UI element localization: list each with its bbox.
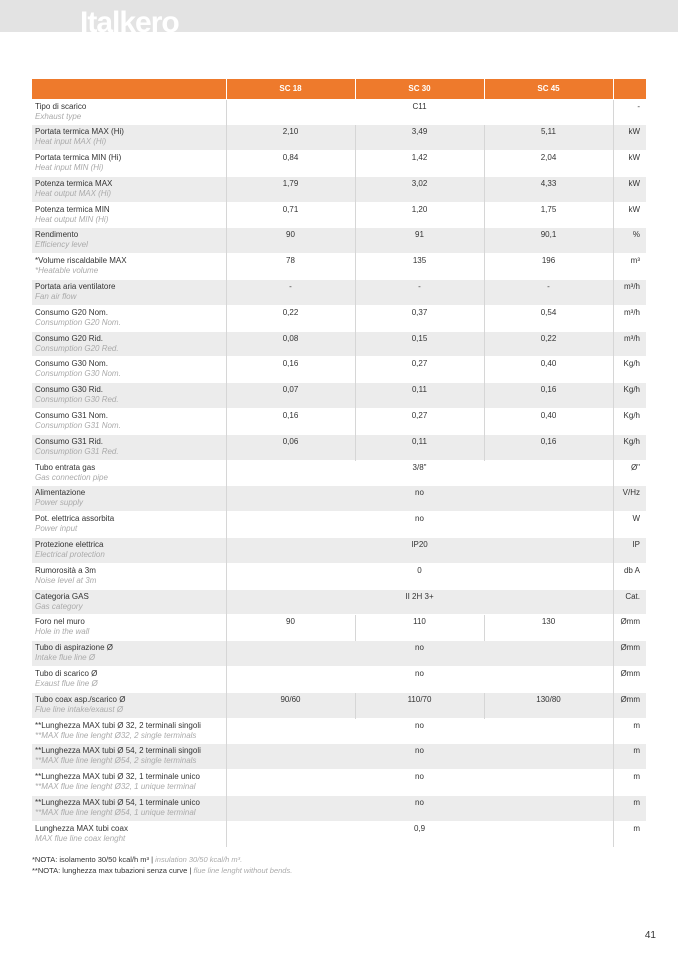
unit-cell: m: [613, 770, 646, 796]
table-row: [32, 228, 646, 254]
table-row: [32, 151, 646, 177]
value-cell: 0,54: [484, 305, 613, 331]
label-english: Electrical protection: [35, 550, 105, 560]
label-english: Hole in the wall: [35, 627, 90, 637]
value-cell: 3/8": [226, 460, 613, 486]
table-row: [32, 589, 646, 615]
value-cell: 0,11: [355, 434, 484, 460]
label-english: Consumption G30 Nom.: [35, 369, 121, 379]
value-cell: 0,11: [355, 383, 484, 409]
brand-logo: Italkero: [80, 6, 179, 32]
label-english: Consumption G31 Red.: [35, 446, 119, 456]
label-english: Heat output MAX (Hi): [35, 188, 112, 198]
row-label: [32, 202, 226, 228]
value-cell: -: [484, 280, 613, 306]
column-header: SC 18: [226, 79, 355, 99]
row-label: [32, 692, 226, 718]
value-cell: no: [226, 718, 613, 744]
label-italian: Protezione elettrica: [35, 540, 104, 550]
row-label: [32, 718, 226, 744]
value-cell: 0: [226, 563, 613, 589]
value-cell: 0,16: [226, 409, 355, 435]
label-italian: *Volume riscaldabile MAX: [35, 256, 127, 266]
value-cell: 1,42: [355, 151, 484, 177]
value-cell: -: [226, 280, 355, 306]
value-cell: 135: [355, 254, 484, 280]
label-italian: Rendimento: [35, 230, 79, 240]
label-english: Consumption G20 Nom.: [35, 317, 121, 327]
value-cell: 2,04: [484, 151, 613, 177]
table-row: [32, 331, 646, 357]
value-cell: 0,37: [355, 305, 484, 331]
unit-cell: m³/h: [613, 331, 646, 357]
value-cell: 0,15: [355, 331, 484, 357]
value-cell: 0,22: [484, 331, 613, 357]
table-row: [32, 125, 646, 151]
value-cell: 90: [226, 228, 355, 254]
label-english: MAX flue line coax lenght: [35, 833, 126, 843]
table-row: [32, 460, 646, 486]
label-english: Flue line intake/exaust Ø: [35, 704, 124, 714]
label-english: Exhaust type: [35, 111, 82, 121]
unit-cell: m: [613, 796, 646, 822]
value-cell: 130: [484, 615, 613, 641]
value-cell: 3,49: [355, 125, 484, 151]
value-cell: 0,08: [226, 331, 355, 357]
value-cell: C11: [226, 99, 613, 125]
table-row: [32, 796, 646, 822]
table-row: [32, 176, 646, 202]
row-label: [32, 151, 226, 177]
unit-cell: Kg/h: [613, 434, 646, 460]
value-cell: 1,79: [226, 176, 355, 202]
table-row: [32, 409, 646, 435]
row-label: [32, 667, 226, 693]
row-label: [32, 538, 226, 564]
header-label-cell: [32, 79, 226, 99]
label-english: Fan air flow: [35, 292, 77, 302]
label-italian: Consumo G20 Rid.: [35, 333, 104, 343]
value-cell: 110: [355, 615, 484, 641]
column-header: SC 45: [484, 79, 613, 99]
value-cell: 1,75: [484, 202, 613, 228]
label-italian: Portata termica MIN (Hi): [35, 153, 122, 163]
row-label: [32, 563, 226, 589]
table-row: [32, 718, 646, 744]
value-cell: 91: [355, 228, 484, 254]
unit-cell: m³/h: [613, 280, 646, 306]
footnote: [32, 854, 652, 865]
label-italian: Potenza termica MAX: [35, 178, 113, 188]
label-italian: Pot. elettrica assorbita: [35, 514, 115, 524]
value-cell: 0,84: [226, 151, 355, 177]
table-header: [32, 79, 646, 99]
row-label: [32, 460, 226, 486]
label-italian: **Lunghezza MAX tubi Ø 32, 1 terminale unico: [35, 772, 200, 782]
value-cell: 3,02: [355, 176, 484, 202]
label-italian: Alimentazione: [35, 488, 86, 498]
unit-cell: %: [613, 228, 646, 254]
row-label: [32, 357, 226, 383]
unit-cell: Kg/h: [613, 357, 646, 383]
table-row: [32, 254, 646, 280]
value-cell: 0,16: [226, 357, 355, 383]
label-italian: Consumo G31 Rid.: [35, 436, 104, 446]
value-cell: no: [226, 796, 613, 822]
row-label: [32, 641, 226, 667]
unit-cell: db A: [613, 563, 646, 589]
unit-cell: Kg/h: [613, 409, 646, 435]
table-row: [32, 512, 646, 538]
row-label: [32, 305, 226, 331]
label-italian: Rumorosità a 3m: [35, 565, 96, 575]
unit-cell: kW: [613, 125, 646, 151]
footnote: [32, 865, 652, 876]
row-label: [32, 254, 226, 280]
row-label: [32, 434, 226, 460]
page-number: 41: [644, 930, 656, 941]
value-cell: no: [226, 641, 613, 667]
unit-cell: m: [613, 821, 646, 847]
unit-cell: -: [613, 99, 646, 125]
header-unit-cell: [613, 79, 646, 99]
value-cell: 130/80: [484, 692, 613, 718]
unit-cell: W: [613, 512, 646, 538]
row-label: [32, 589, 226, 615]
value-cell: 5,11: [484, 125, 613, 151]
unit-cell: Ømm: [613, 692, 646, 718]
row-label: [32, 228, 226, 254]
value-cell: 0,07: [226, 383, 355, 409]
row-label: [32, 796, 226, 822]
value-cell: 90: [226, 615, 355, 641]
row-label: [32, 744, 226, 770]
label-english: Intake flue line Ø: [35, 653, 96, 663]
value-cell: 90,1: [484, 228, 613, 254]
label-italian: Lunghezza MAX tubi coax: [35, 823, 128, 833]
label-english: **MAX flue line lenght Ø54, 1 unique terminal: [35, 808, 196, 818]
label-italian: Categoria GAS: [35, 591, 89, 601]
value-cell: 0,06: [226, 434, 355, 460]
row-label: [32, 615, 226, 641]
value-cell: 0,16: [484, 434, 613, 460]
label-italian: **Lunghezza MAX tubi Ø 54, 2 terminali singoli: [35, 746, 201, 756]
value-cell: -: [355, 280, 484, 306]
label-english: Consumption G30 Red.: [35, 395, 119, 405]
table-row: [32, 615, 646, 641]
table-row: [32, 744, 646, 770]
value-cell: no: [226, 667, 613, 693]
label-english: Heat output MIN (Hi): [35, 214, 109, 224]
row-label: [32, 770, 226, 796]
unit-cell: Ømm: [613, 641, 646, 667]
label-italian: Tubo entrata gas: [35, 462, 96, 472]
unit-cell: Kg/h: [613, 383, 646, 409]
label-english: Heat input MIN (Hi): [35, 163, 104, 173]
value-cell: 4,33: [484, 176, 613, 202]
unit-cell: V/Hz: [613, 486, 646, 512]
unit-cell: IP: [613, 538, 646, 564]
table-row: [32, 99, 646, 125]
label-italian: Tubo coax asp./scarico Ø: [35, 694, 126, 704]
label-english: Consumption G31 Nom.: [35, 421, 121, 431]
value-cell: II 2H 3+: [226, 589, 613, 615]
label-english: **MAX flue line lenght Ø32, 1 unique terminal: [35, 782, 196, 792]
footnote-it: *NOTA: isolamento 30/50 kcal/h m³ |: [32, 855, 156, 864]
label-italian: Portata termica MAX (Hi): [35, 127, 124, 137]
specs-table: [32, 79, 646, 847]
footnote-it: **NOTA: lunghezza max tubazioni senza curve |: [32, 866, 194, 875]
table-row: [32, 280, 646, 306]
label-italian: Tubo di scarico Ø: [35, 669, 98, 679]
label-italian: Consumo G31 Nom.: [35, 411, 108, 421]
label-english: Power input: [35, 524, 78, 534]
label-italian: Consumo G30 Rid.: [35, 385, 104, 395]
label-english: **MAX flue line lenght Ø32, 2 single terminals: [35, 730, 197, 740]
unit-cell: Ømm: [613, 615, 646, 641]
label-english: Power supply: [35, 498, 84, 508]
table-row: [32, 434, 646, 460]
row-label: [32, 821, 226, 847]
label-english: Noise level at 3m: [35, 575, 97, 585]
label-english: Heat input MAX (Hi): [35, 137, 107, 147]
table-row: [32, 770, 646, 796]
label-english: **MAX flue line lenght Ø54, 2 single terminals: [35, 756, 197, 766]
label-italian: **Lunghezza MAX tubi Ø 32, 2 terminali singoli: [35, 720, 201, 730]
table-row: [32, 667, 646, 693]
row-label: [32, 176, 226, 202]
value-cell: 0,16: [484, 383, 613, 409]
label-english: Consumption G20 Red.: [35, 343, 119, 353]
label-italian: Portata aria ventilatore: [35, 282, 116, 292]
value-cell: 90/60: [226, 692, 355, 718]
value-cell: no: [226, 744, 613, 770]
row-label: [32, 383, 226, 409]
unit-cell: Cat.: [613, 589, 646, 615]
value-cell: 78: [226, 254, 355, 280]
value-cell: IP20: [226, 538, 613, 564]
value-cell: no: [226, 486, 613, 512]
value-cell: 1,20: [355, 202, 484, 228]
label-italian: Tipo di scarico: [35, 101, 87, 111]
label-italian: Consumo G20 Nom.: [35, 307, 108, 317]
label-italian: Tubo di aspirazione Ø: [35, 643, 113, 653]
unit-cell: kW: [613, 202, 646, 228]
label-italian: Consumo G30 Nom.: [35, 359, 108, 369]
header-band: [0, 0, 678, 32]
table-row: [32, 383, 646, 409]
label-italian: Potenza termica MIN: [35, 204, 110, 214]
column-header: SC 30: [355, 79, 484, 99]
value-cell: 2,10: [226, 125, 355, 151]
unit-cell: kW: [613, 151, 646, 177]
value-cell: no: [226, 770, 613, 796]
unit-cell: m³: [613, 254, 646, 280]
unit-cell: m³/h: [613, 305, 646, 331]
footnote-en: insulation 30/50 kcal/h m³.: [155, 855, 243, 864]
row-label: [32, 125, 226, 151]
row-label: [32, 99, 226, 125]
table-row: [32, 486, 646, 512]
row-label: [32, 486, 226, 512]
row-label: [32, 409, 226, 435]
label-italian: **Lunghezza MAX tubi Ø 54, 1 terminale unico: [35, 798, 200, 808]
value-cell: 0,27: [355, 357, 484, 383]
row-label: [32, 280, 226, 306]
footnotes: [32, 854, 652, 876]
table-row: [32, 357, 646, 383]
label-italian: Foro nel muro: [35, 617, 85, 627]
label-english: Gas connection pipe: [35, 472, 108, 482]
row-label: [32, 512, 226, 538]
table-row: [32, 305, 646, 331]
value-cell: 196: [484, 254, 613, 280]
label-english: Efficiency level: [35, 240, 88, 250]
label-english: Gas category: [35, 601, 83, 611]
table-row: [32, 538, 646, 564]
value-cell: no: [226, 512, 613, 538]
value-cell: 0,40: [484, 409, 613, 435]
table-body: [32, 99, 646, 847]
unit-cell: Ømm: [613, 667, 646, 693]
table-row: [32, 202, 646, 228]
value-cell: 0,27: [355, 409, 484, 435]
row-label: [32, 331, 226, 357]
unit-cell: kW: [613, 176, 646, 202]
table-row: [32, 563, 646, 589]
unit-cell: m: [613, 744, 646, 770]
label-english: *Heatable volume: [35, 266, 99, 276]
value-cell: 0,40: [484, 357, 613, 383]
table-row: [32, 641, 646, 667]
value-cell: 0,9: [226, 821, 613, 847]
table-row: [32, 821, 646, 847]
value-cell: 0,22: [226, 305, 355, 331]
unit-cell: Ø": [613, 460, 646, 486]
footnote-en: flue line lenght without bends.: [193, 866, 293, 875]
unit-cell: m: [613, 718, 646, 744]
label-english: Exaust flue line Ø: [35, 679, 98, 689]
value-cell: 0,71: [226, 202, 355, 228]
value-cell: 110/70: [355, 692, 484, 718]
table-row: [32, 692, 646, 718]
